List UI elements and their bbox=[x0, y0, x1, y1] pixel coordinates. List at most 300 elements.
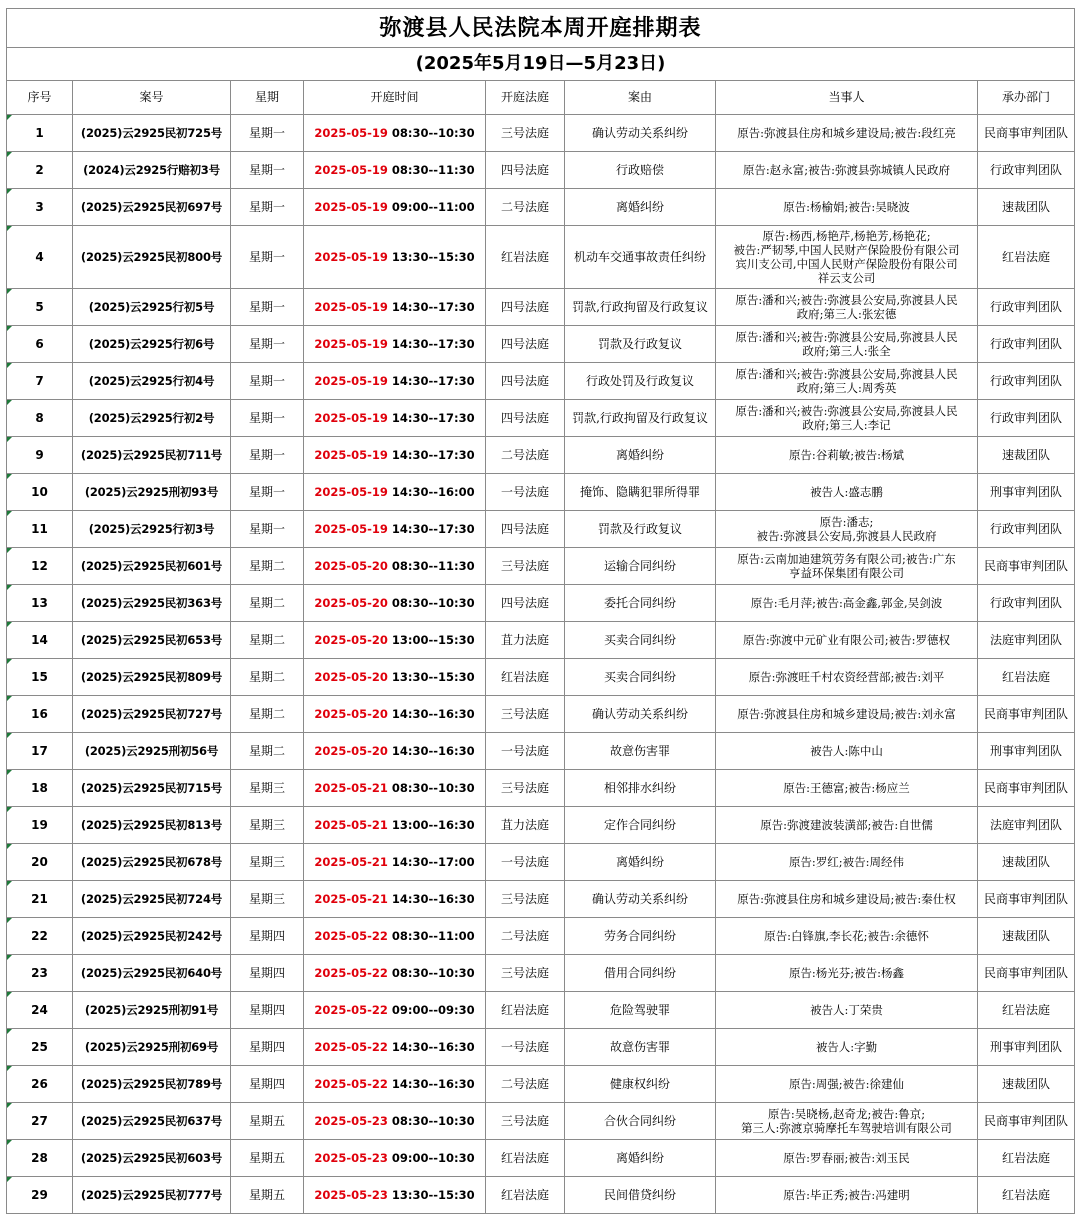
cell-no: 27 bbox=[7, 1103, 73, 1140]
cell-hearing-time bbox=[304, 881, 486, 918]
hearing-time-range: 08:30--11:30 bbox=[391, 558, 475, 573]
cell-cause: 确认劳动关系纠纷 bbox=[565, 115, 716, 152]
cell-no: 25 bbox=[7, 1029, 73, 1066]
cell-cause: 确认劳动关系纠纷 bbox=[565, 881, 716, 918]
cell-parties bbox=[716, 696, 978, 733]
party-line: 被告人:盛志鹏 bbox=[810, 485, 883, 499]
cell-weekday: 星期一 bbox=[231, 400, 304, 437]
header-cause: 案由 bbox=[565, 81, 716, 115]
cell-courtroom: 三号法庭 bbox=[486, 881, 565, 918]
hearing-date: 2025-05-19 bbox=[314, 410, 388, 425]
party-line: 原告:云南加迪建筑劳务有限公司;被告:广东 bbox=[737, 552, 956, 566]
cell-courtroom: 四号法庭 bbox=[486, 289, 565, 326]
cell-hearing-time bbox=[304, 437, 486, 474]
cell-department: 行政审判团队 bbox=[978, 511, 1075, 548]
cell-weekday: 星期五 bbox=[231, 1177, 304, 1214]
hearing-date: 2025-05-19 bbox=[314, 484, 388, 499]
cell-cause: 行政处罚及行政复议 bbox=[565, 363, 716, 400]
cell-weekday: 星期二 bbox=[231, 659, 304, 696]
table-row bbox=[7, 881, 1075, 918]
cell-cause: 离婚纠纷 bbox=[565, 189, 716, 226]
cell-hearing-time bbox=[304, 363, 486, 400]
cell-case-number: (2025)云2925民初601号 bbox=[73, 548, 231, 585]
cell-case-number: (2025)云2925刑初56号 bbox=[73, 733, 231, 770]
cell-no: 3 bbox=[7, 189, 73, 226]
cell-cause: 离婚纠纷 bbox=[565, 1140, 716, 1177]
party-line: 政府;第三人:张宏德 bbox=[796, 307, 897, 321]
cell-parties bbox=[716, 189, 978, 226]
party-line: 原告:弥渡中元矿业有限公司;被告:罗德权 bbox=[742, 633, 951, 647]
cell-no: 10 bbox=[7, 474, 73, 511]
cell-courtroom: 红岩法庭 bbox=[486, 226, 565, 289]
header-court: 开庭法庭 bbox=[486, 81, 565, 115]
page-title: 弥渡县人民法院本周开庭排期表 bbox=[7, 9, 1075, 48]
hearing-date: 2025-05-19 bbox=[314, 373, 388, 388]
cell-parties bbox=[716, 918, 978, 955]
table-row bbox=[7, 400, 1075, 437]
party-line: 被告人:陈中山 bbox=[810, 744, 883, 758]
cell-no: 4 bbox=[7, 226, 73, 289]
cell-weekday: 星期一 bbox=[231, 189, 304, 226]
cell-weekday: 星期四 bbox=[231, 955, 304, 992]
cell-cause: 借用合同纠纷 bbox=[565, 955, 716, 992]
hearing-date: 2025-05-21 bbox=[314, 891, 388, 906]
party-line: 原告:谷莉敏;被告:杨斌 bbox=[788, 448, 905, 462]
table-row bbox=[7, 659, 1075, 696]
cell-hearing-time bbox=[304, 289, 486, 326]
hearing-time-range: 14:30--17:30 bbox=[391, 336, 475, 351]
cell-courtroom: 四号法庭 bbox=[486, 363, 565, 400]
party-line: 原告:杨光芬;被告:杨鑫 bbox=[788, 966, 905, 980]
hearing-date: 2025-05-22 bbox=[314, 1039, 388, 1054]
hearing-date: 2025-05-22 bbox=[314, 928, 388, 943]
hearing-time-range: 13:30--15:30 bbox=[391, 1187, 475, 1202]
hearing-time-range: 09:00--09:30 bbox=[391, 1002, 475, 1017]
cell-case-number: (2025)云2925民初800号 bbox=[73, 226, 231, 289]
table-row bbox=[7, 1103, 1075, 1140]
hearing-date: 2025-05-23 bbox=[314, 1187, 388, 1202]
table-row bbox=[7, 1177, 1075, 1214]
party-line: 原告:潘和兴;被告:弥渡县公安局,弥渡县人民 bbox=[735, 367, 958, 381]
table-row bbox=[7, 1066, 1075, 1103]
cell-hearing-time bbox=[304, 1029, 486, 1066]
hearing-time-range: 14:30--16:30 bbox=[391, 706, 475, 721]
cell-case-number: (2025)云2925刑初93号 bbox=[73, 474, 231, 511]
cell-weekday: 星期四 bbox=[231, 918, 304, 955]
cell-hearing-time bbox=[304, 807, 486, 844]
party-line: 祥云支公司 bbox=[817, 271, 876, 285]
hearing-time-range: 14:30--16:30 bbox=[391, 743, 475, 758]
header-time: 开庭时间 bbox=[304, 81, 486, 115]
cell-weekday: 星期三 bbox=[231, 844, 304, 881]
cell-no: 8 bbox=[7, 400, 73, 437]
cell-case-number: (2025)云2925民初678号 bbox=[73, 844, 231, 881]
cell-parties bbox=[716, 1103, 978, 1140]
cell-no: 13 bbox=[7, 585, 73, 622]
cell-no: 28 bbox=[7, 1140, 73, 1177]
cell-courtroom: 三号法庭 bbox=[486, 696, 565, 733]
hearing-time-range: 14:30--17:30 bbox=[391, 299, 475, 314]
hearing-date: 2025-05-20 bbox=[314, 669, 388, 684]
table-row bbox=[7, 363, 1075, 400]
cell-case-number: (2025)云2925民初697号 bbox=[73, 189, 231, 226]
cell-parties bbox=[716, 881, 978, 918]
cell-weekday: 星期一 bbox=[231, 363, 304, 400]
hearing-time-range: 14:30--16:00 bbox=[391, 484, 475, 499]
cell-weekday: 星期四 bbox=[231, 1066, 304, 1103]
cell-no: 17 bbox=[7, 733, 73, 770]
hearing-date: 2025-05-21 bbox=[314, 780, 388, 795]
party-line: 原告:吴晓杨,赵奇龙;被告:鲁京; bbox=[767, 1107, 926, 1121]
cell-case-number: (2025)云2925民初813号 bbox=[73, 807, 231, 844]
party-line: 原告:罗红;被告:周经伟 bbox=[788, 855, 905, 869]
hearing-date: 2025-05-20 bbox=[314, 558, 388, 573]
cell-weekday: 星期二 bbox=[231, 622, 304, 659]
cell-no: 12 bbox=[7, 548, 73, 585]
cell-courtroom: 红岩法庭 bbox=[486, 1140, 565, 1177]
cell-courtroom: 红岩法庭 bbox=[486, 992, 565, 1029]
cell-no: 22 bbox=[7, 918, 73, 955]
cell-weekday: 星期一 bbox=[231, 115, 304, 152]
cell-hearing-time bbox=[304, 918, 486, 955]
cell-courtroom: 三号法庭 bbox=[486, 1103, 565, 1140]
cell-no: 15 bbox=[7, 659, 73, 696]
cell-cause: 劳务合同纠纷 bbox=[565, 918, 716, 955]
hearing-time-range: 13:00--16:30 bbox=[391, 817, 475, 832]
cell-no: 7 bbox=[7, 363, 73, 400]
party-line: 被告:弥渡县公安局,弥渡县人民政府 bbox=[756, 529, 937, 543]
table-row bbox=[7, 696, 1075, 733]
hearing-date: 2025-05-20 bbox=[314, 743, 388, 758]
hearing-date: 2025-05-21 bbox=[314, 854, 388, 869]
table-row bbox=[7, 289, 1075, 326]
cell-cause: 委托合同纠纷 bbox=[565, 585, 716, 622]
header-parties: 当事人 bbox=[716, 81, 978, 115]
cell-courtroom: 一号法庭 bbox=[486, 474, 565, 511]
date-range-subtitle: (2025年5月19日—5月23日) bbox=[7, 48, 1075, 81]
hearing-date: 2025-05-20 bbox=[314, 595, 388, 610]
cell-hearing-time bbox=[304, 733, 486, 770]
cell-department: 民商事审判团队 bbox=[978, 1103, 1075, 1140]
table-row bbox=[7, 585, 1075, 622]
cell-department: 法庭审判团队 bbox=[978, 807, 1075, 844]
cell-case-number: (2025)云2925民初727号 bbox=[73, 696, 231, 733]
cell-case-number: (2025)云2925民初715号 bbox=[73, 770, 231, 807]
cell-cause: 罚款及行政复议 bbox=[565, 326, 716, 363]
cell-case-number: (2025)云2925民初363号 bbox=[73, 585, 231, 622]
party-line: 宾川支公司,中国人民财产保险股份有限公司 bbox=[735, 257, 958, 271]
cell-weekday: 星期一 bbox=[231, 474, 304, 511]
table-row bbox=[7, 992, 1075, 1029]
cell-hearing-time bbox=[304, 844, 486, 881]
cell-department: 行政审判团队 bbox=[978, 152, 1075, 189]
cell-department: 红岩法庭 bbox=[978, 992, 1075, 1029]
cell-department: 速裁团队 bbox=[978, 844, 1075, 881]
cell-hearing-time bbox=[304, 226, 486, 289]
cell-cause: 离婚纠纷 bbox=[565, 437, 716, 474]
cell-parties bbox=[716, 1140, 978, 1177]
cell-case-number: (2025)云2925民初809号 bbox=[73, 659, 231, 696]
cell-parties bbox=[716, 474, 978, 511]
cell-parties bbox=[716, 659, 978, 696]
cell-courtroom: 一号法庭 bbox=[486, 1029, 565, 1066]
cell-case-number: (2025)云2925刑初91号 bbox=[73, 992, 231, 1029]
cell-hearing-time bbox=[304, 696, 486, 733]
cell-courtroom: 三号法庭 bbox=[486, 115, 565, 152]
table-row bbox=[7, 770, 1075, 807]
table-row bbox=[7, 955, 1075, 992]
cell-no: 2 bbox=[7, 152, 73, 189]
cell-hearing-time bbox=[304, 659, 486, 696]
party-line: 原告:弥渡县住房和城乡建设局;被告:秦仕权 bbox=[737, 892, 956, 906]
table-row bbox=[7, 226, 1075, 289]
cell-hearing-time bbox=[304, 585, 486, 622]
cell-no: 16 bbox=[7, 696, 73, 733]
header-no: 序号 bbox=[7, 81, 73, 115]
cell-hearing-time bbox=[304, 548, 486, 585]
cell-department: 刑事审判团队 bbox=[978, 474, 1075, 511]
cell-parties bbox=[716, 548, 978, 585]
party-line: 原告:赵永富;被告:弥渡县弥城镇人民政府 bbox=[742, 163, 951, 177]
hearing-time-range: 13:30--15:30 bbox=[391, 669, 475, 684]
hearing-time-range: 08:30--11:00 bbox=[391, 928, 475, 943]
cell-department: 法庭审判团队 bbox=[978, 622, 1075, 659]
header-weekday: 星期 bbox=[231, 81, 304, 115]
cell-case-number: (2025)云2925行初2号 bbox=[73, 400, 231, 437]
cell-department: 民商事审判团队 bbox=[978, 548, 1075, 585]
cell-cause: 掩饰、隐瞒犯罪所得罪 bbox=[565, 474, 716, 511]
cell-weekday: 星期二 bbox=[231, 696, 304, 733]
cell-department: 刑事审判团队 bbox=[978, 733, 1075, 770]
cell-department: 行政审判团队 bbox=[978, 326, 1075, 363]
cell-cause: 行政赔偿 bbox=[565, 152, 716, 189]
party-line: 原告:白锋旗,李长花;被告:余德怀 bbox=[764, 929, 929, 943]
cell-weekday: 星期二 bbox=[231, 585, 304, 622]
table-row bbox=[7, 189, 1075, 226]
table-row bbox=[7, 474, 1075, 511]
cell-courtroom: 四号法庭 bbox=[486, 326, 565, 363]
hearing-date: 2025-05-19 bbox=[314, 299, 388, 314]
hearing-time-range: 14:30--16:30 bbox=[391, 891, 475, 906]
cell-department: 行政审判团队 bbox=[978, 363, 1075, 400]
cell-case-number: (2025)云2925民初789号 bbox=[73, 1066, 231, 1103]
cell-no: 20 bbox=[7, 844, 73, 881]
cell-courtroom: 苴力法庭 bbox=[486, 807, 565, 844]
cell-weekday: 星期四 bbox=[231, 992, 304, 1029]
party-line: 原告:杨西,杨艳芹,杨艳芳,杨艳花; bbox=[762, 229, 931, 243]
party-line: 政府;第三人:李记 bbox=[802, 418, 891, 432]
cell-case-number: (2025)云2925民初242号 bbox=[73, 918, 231, 955]
cell-case-number: (2025)云2925民初653号 bbox=[73, 622, 231, 659]
cell-parties bbox=[716, 955, 978, 992]
table-row bbox=[7, 733, 1075, 770]
party-line: 原告:弥渡建波装潢部;被告:自世儒 bbox=[760, 818, 933, 832]
cell-hearing-time bbox=[304, 1103, 486, 1140]
hearing-date: 2025-05-19 bbox=[314, 162, 388, 177]
cell-weekday: 星期一 bbox=[231, 511, 304, 548]
cell-no: 23 bbox=[7, 955, 73, 992]
cell-department: 行政审判团队 bbox=[978, 289, 1075, 326]
cell-parties bbox=[716, 1177, 978, 1214]
hearing-time-range: 14:30--17:30 bbox=[391, 447, 475, 462]
cell-department: 红岩法庭 bbox=[978, 1140, 1075, 1177]
cell-department: 民商事审判团队 bbox=[978, 115, 1075, 152]
hearing-time-range: 14:30--16:30 bbox=[391, 1076, 475, 1091]
table-row bbox=[7, 115, 1075, 152]
table-row bbox=[7, 918, 1075, 955]
cell-no: 29 bbox=[7, 1177, 73, 1214]
cell-weekday: 星期三 bbox=[231, 807, 304, 844]
cell-case-number: (2025)云2925行初3号 bbox=[73, 511, 231, 548]
cell-department: 速裁团队 bbox=[978, 189, 1075, 226]
cell-case-number: (2025)云2925民初777号 bbox=[73, 1177, 231, 1214]
cell-department: 速裁团队 bbox=[978, 437, 1075, 474]
hearing-time-range: 14:30--16:30 bbox=[391, 1039, 475, 1054]
cell-parties bbox=[716, 511, 978, 548]
cell-no: 21 bbox=[7, 881, 73, 918]
party-line: 原告:潘志; bbox=[819, 515, 874, 529]
cell-cause: 买卖合同纠纷 bbox=[565, 622, 716, 659]
party-line: 政府;第三人:周秀英 bbox=[796, 381, 897, 395]
header-case: 案号 bbox=[73, 81, 231, 115]
cell-courtroom: 四号法庭 bbox=[486, 152, 565, 189]
cell-courtroom: 四号法庭 bbox=[486, 400, 565, 437]
schedule-table bbox=[6, 8, 1075, 1214]
table-row bbox=[7, 807, 1075, 844]
cell-cause: 确认劳动关系纠纷 bbox=[565, 696, 716, 733]
cell-weekday: 星期一 bbox=[231, 152, 304, 189]
cell-cause: 故意伤害罪 bbox=[565, 733, 716, 770]
cell-cause: 民间借贷纠纷 bbox=[565, 1177, 716, 1214]
cell-department: 速裁团队 bbox=[978, 1066, 1075, 1103]
cell-hearing-time bbox=[304, 326, 486, 363]
cell-no: 5 bbox=[7, 289, 73, 326]
cell-department: 民商事审判团队 bbox=[978, 881, 1075, 918]
cell-hearing-time bbox=[304, 1140, 486, 1177]
cell-hearing-time bbox=[304, 992, 486, 1029]
cell-case-number: (2025)云2925民初711号 bbox=[73, 437, 231, 474]
cell-no: 19 bbox=[7, 807, 73, 844]
cell-courtroom: 二号法庭 bbox=[486, 189, 565, 226]
cell-courtroom: 一号法庭 bbox=[486, 733, 565, 770]
cell-hearing-time bbox=[304, 474, 486, 511]
cell-courtroom: 三号法庭 bbox=[486, 548, 565, 585]
cell-cause: 定作合同纠纷 bbox=[565, 807, 716, 844]
table-row bbox=[7, 326, 1075, 363]
hearing-time-range: 08:30--11:30 bbox=[391, 162, 475, 177]
hearing-date: 2025-05-20 bbox=[314, 706, 388, 721]
cell-cause: 健康权纠纷 bbox=[565, 1066, 716, 1103]
cell-no: 24 bbox=[7, 992, 73, 1029]
cell-hearing-time bbox=[304, 511, 486, 548]
party-line: 原告:杨榆娟;被告:吴晓波 bbox=[783, 200, 910, 214]
cell-department: 红岩法庭 bbox=[978, 226, 1075, 289]
cell-no: 18 bbox=[7, 770, 73, 807]
hearing-time-range: 08:30--10:30 bbox=[391, 595, 475, 610]
hearing-date: 2025-05-23 bbox=[314, 1150, 388, 1165]
party-line: 政府;第三人:张全 bbox=[802, 344, 891, 358]
party-line: 原告:周强;被告:徐建仙 bbox=[788, 1077, 905, 1091]
cell-case-number: (2024)云2925行赔初3号 bbox=[73, 152, 231, 189]
cell-hearing-time bbox=[304, 622, 486, 659]
cell-parties bbox=[716, 152, 978, 189]
cell-weekday: 星期一 bbox=[231, 226, 304, 289]
cell-weekday: 星期四 bbox=[231, 1029, 304, 1066]
cell-weekday: 星期二 bbox=[231, 548, 304, 585]
cell-parties bbox=[716, 400, 978, 437]
header-dept: 承办部门 bbox=[978, 81, 1075, 115]
hearing-date: 2025-05-22 bbox=[314, 1002, 388, 1017]
hearing-time-range: 14:30--17:00 bbox=[391, 854, 475, 869]
cell-hearing-time bbox=[304, 115, 486, 152]
cell-hearing-time bbox=[304, 955, 486, 992]
cell-parties bbox=[716, 289, 978, 326]
table-row bbox=[7, 437, 1075, 474]
party-line: 亨益环保集团有限公司 bbox=[789, 566, 904, 580]
cell-hearing-time bbox=[304, 189, 486, 226]
party-line: 原告:潘和兴;被告:弥渡县公安局,弥渡县人民 bbox=[735, 330, 958, 344]
cell-department: 刑事审判团队 bbox=[978, 1029, 1075, 1066]
cell-courtroom: 二号法庭 bbox=[486, 918, 565, 955]
cell-cause: 危险驾驶罪 bbox=[565, 992, 716, 1029]
cell-department: 民商事审判团队 bbox=[978, 955, 1075, 992]
hearing-date: 2025-05-23 bbox=[314, 1113, 388, 1128]
hearing-time-range: 08:30--10:30 bbox=[391, 780, 475, 795]
cell-cause: 相邻排水纠纷 bbox=[565, 770, 716, 807]
cell-case-number: (2025)云2925行初4号 bbox=[73, 363, 231, 400]
cell-courtroom: 一号法庭 bbox=[486, 844, 565, 881]
cell-courtroom: 四号法庭 bbox=[486, 585, 565, 622]
cell-cause: 机动车交通事故责任纠纷 bbox=[565, 226, 716, 289]
table-row bbox=[7, 1029, 1075, 1066]
cell-weekday: 星期五 bbox=[231, 1103, 304, 1140]
party-line: 原告:弥渡旺千村农资经营部;被告:刘平 bbox=[748, 670, 945, 684]
cell-department: 民商事审判团队 bbox=[978, 770, 1075, 807]
cell-weekday: 星期三 bbox=[231, 881, 304, 918]
cell-hearing-time bbox=[304, 400, 486, 437]
cell-no: 6 bbox=[7, 326, 73, 363]
hearing-date: 2025-05-21 bbox=[314, 817, 388, 832]
hearing-time-range: 09:00--11:00 bbox=[391, 199, 475, 214]
cell-parties bbox=[716, 1066, 978, 1103]
party-line: 原告:弥渡县住房和城乡建设局;被告:刘永富 bbox=[737, 707, 956, 721]
hearing-time-range: 08:30--10:30 bbox=[391, 965, 475, 980]
cell-department: 红岩法庭 bbox=[978, 659, 1075, 696]
cell-weekday: 星期三 bbox=[231, 770, 304, 807]
party-line: 原告:毕正秀;被告:冯建明 bbox=[783, 1188, 910, 1202]
cell-parties bbox=[716, 585, 978, 622]
cell-case-number: (2025)云2925民初640号 bbox=[73, 955, 231, 992]
table-row bbox=[7, 511, 1075, 548]
cell-parties bbox=[716, 622, 978, 659]
hearing-date: 2025-05-19 bbox=[314, 199, 388, 214]
cell-courtroom: 二号法庭 bbox=[486, 1066, 565, 1103]
table-row bbox=[7, 1140, 1075, 1177]
party-line: 原告:潘和兴;被告:弥渡县公安局,弥渡县人民 bbox=[735, 293, 958, 307]
hearing-date: 2025-05-19 bbox=[314, 521, 388, 536]
cell-case-number: (2025)云2925民初603号 bbox=[73, 1140, 231, 1177]
party-line: 第三人:弥渡京骑摩托车驾驶培训有限公司 bbox=[741, 1121, 952, 1135]
cell-parties bbox=[716, 437, 978, 474]
cell-courtroom: 红岩法庭 bbox=[486, 659, 565, 696]
cell-cause: 罚款及行政复议 bbox=[565, 511, 716, 548]
party-line: 被告:严韧琴,中国人民财产保险股份有限公司 bbox=[733, 243, 960, 257]
cell-hearing-time bbox=[304, 1066, 486, 1103]
cell-courtroom: 二号法庭 bbox=[486, 437, 565, 474]
cell-parties bbox=[716, 363, 978, 400]
party-line: 原告:罗春丽;被告:刘玉民 bbox=[783, 1151, 910, 1165]
hearing-time-range: 14:30--17:30 bbox=[391, 373, 475, 388]
